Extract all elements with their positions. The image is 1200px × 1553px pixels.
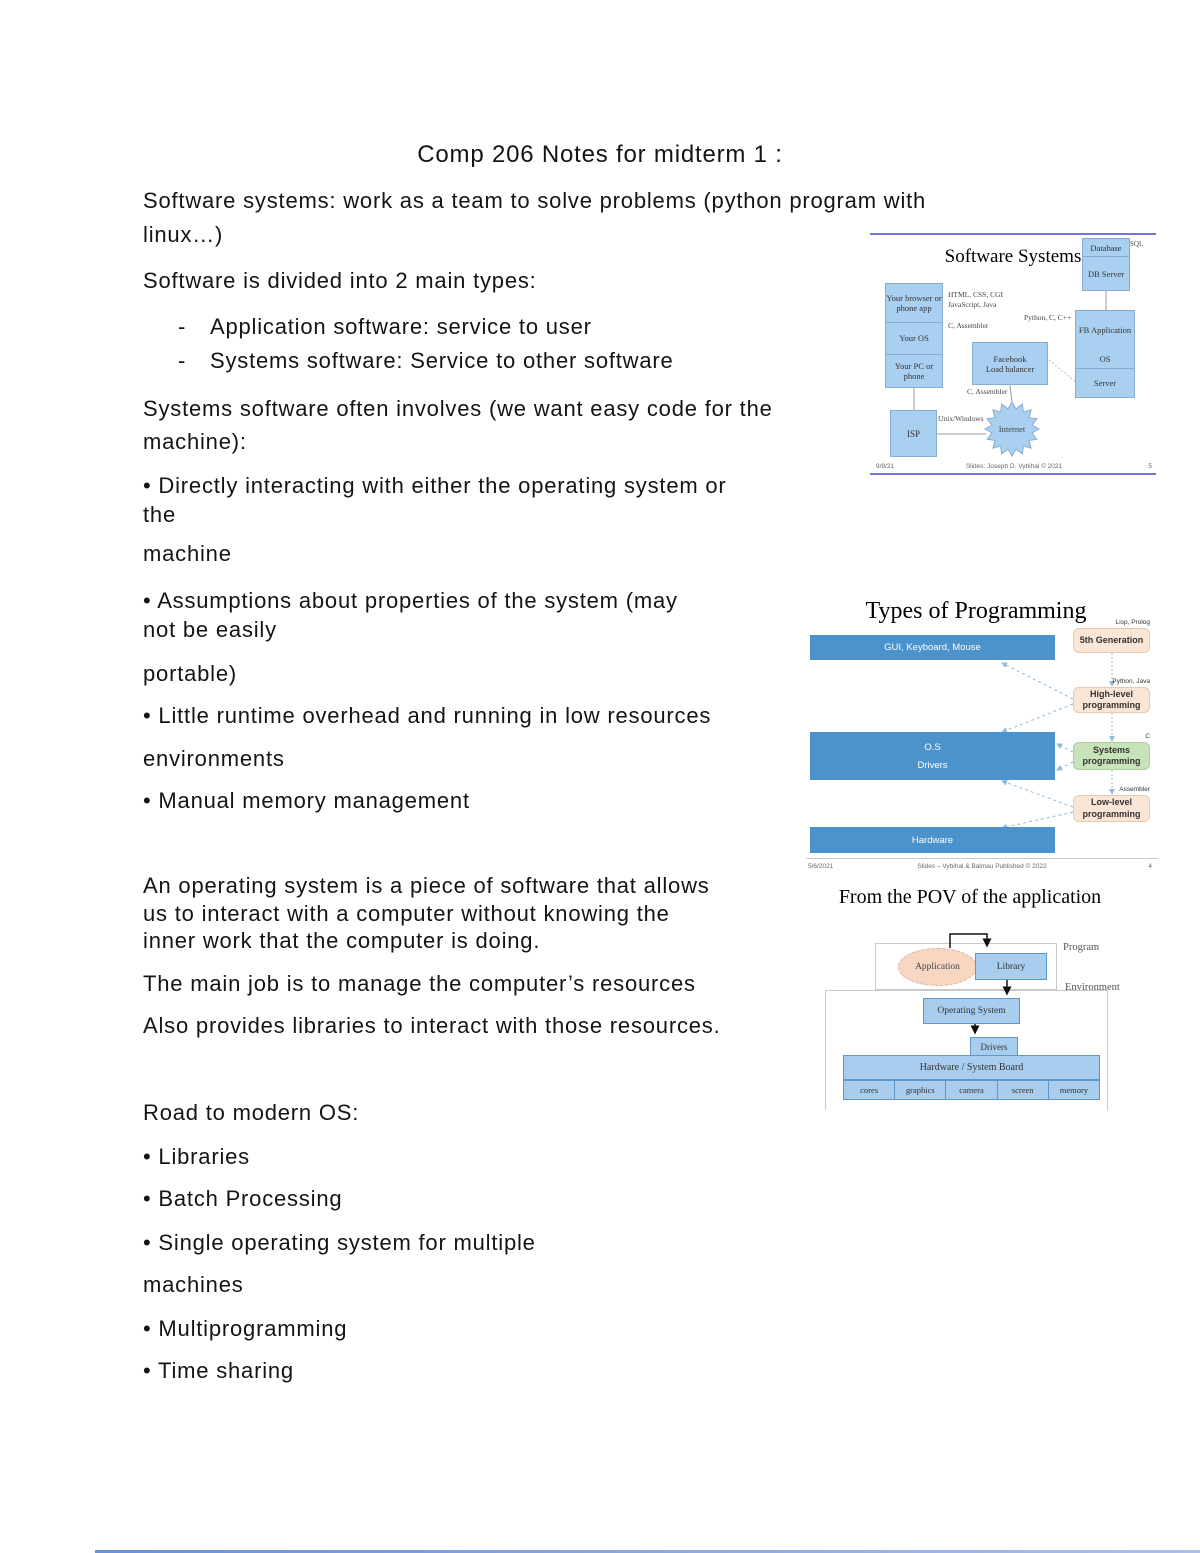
load-balancer-box: [972, 342, 1048, 385]
slide-title: Types of Programming: [865, 598, 1087, 624]
slide-footer-page: 4: [1148, 863, 1152, 870]
label-python-java: Python, Java: [1112, 678, 1150, 685]
paragraph-line: us to interact with a computer without knowing the: [143, 901, 670, 926]
dash-bullet-text: Systems software: Service to other software: [210, 348, 674, 373]
library-box: Library: [975, 953, 1047, 980]
slide-footer-credit: Slides – Vybihal & Balmau Published © 2022: [917, 863, 1047, 870]
label-html-css: HTML, CSS, CGI: [948, 290, 1004, 299]
slide-footer-date: 5/6/2021: [808, 863, 834, 870]
database-box: Database: [1083, 239, 1129, 257]
paragraph-line: Systems software often involves (we want easy code for the: [143, 396, 773, 421]
label-unix-windows: Unix/Windows: [938, 414, 984, 423]
bullet-line-wrap: the: [143, 502, 176, 527]
client-stack-browser: Your browser or phone app: [886, 284, 942, 323]
systems-programming-box: Systems programming: [1073, 742, 1150, 770]
hardware-cell-camera: camera: [946, 1080, 997, 1100]
low-level-box: Low-level programming: [1073, 795, 1150, 822]
paragraph-line: linux…): [143, 222, 224, 247]
paragraph-line: environments: [143, 746, 285, 771]
paragraph-line: inner work that the computer is doing.: [143, 928, 541, 953]
page-title: Comp 206 Notes for midterm 1 :: [417, 141, 783, 168]
os-layer-label: O.S: [924, 741, 941, 753]
paragraph-line: machine):: [143, 429, 247, 454]
gui-layer-bar: GUI, Keyboard, Mouse: [810, 635, 1055, 660]
bullet-line-wrap: not be easily: [143, 617, 277, 642]
os-layer-bar: [810, 732, 1055, 780]
bullet-line: • Assumptions about properties of the system (may: [143, 588, 678, 613]
fb-os-box: OS: [1076, 349, 1134, 369]
bullet-line: • Time sharing: [143, 1358, 294, 1383]
database-stack: [1082, 238, 1130, 291]
operating-system-box: Operating System: [923, 998, 1020, 1024]
fb-server-box: Server: [1093, 378, 1117, 388]
slide-footer-credit: Slides: Joseph D. Vybihal © 2021: [965, 463, 1063, 470]
pov-of-application-slide-image: [790, 884, 1185, 1110]
bullet-line: • Libraries: [143, 1144, 250, 1169]
isp-box: ISP: [890, 410, 937, 457]
paragraph-line: machines: [143, 1272, 244, 1297]
dash-bullet-text: Application software: service to user: [210, 314, 592, 339]
environment-label: Environment: [1065, 982, 1120, 993]
paragraph-line: The main job is to manage the computer’s resources: [143, 971, 696, 996]
slide-footer-date: 9/8/21: [876, 463, 895, 470]
hardware-cell-graphics: graphics: [895, 1080, 946, 1100]
db-server-box: DB Server: [1087, 268, 1125, 279]
drivers-box: Drivers: [970, 1037, 1018, 1056]
client-stack: [885, 283, 943, 388]
slide-title: Software Systems: [944, 246, 1082, 267]
label-c: C: [1145, 733, 1150, 740]
bullet-line: • Little runtime overhead and running in low resources: [143, 703, 712, 728]
paragraph-line: An operating system is a piece of software that allows: [143, 873, 710, 898]
bullet-line: • Directly interacting with either the operating system or: [143, 473, 727, 498]
paragraph-line: Also provides libraries to interact with those resources.: [143, 1013, 721, 1038]
hardware-cell-memory: memory: [1049, 1080, 1100, 1100]
bullet-line: • Single operating system for multiple: [143, 1230, 536, 1255]
section-heading: Road to modern OS:: [143, 1100, 360, 1125]
load-balancer-line1: Facebook: [993, 353, 1027, 364]
label-assembler: Assembler: [1119, 786, 1150, 793]
fb-application-box: FB Application: [1078, 325, 1132, 335]
generation5-box: 5th Generation: [1073, 628, 1150, 653]
application-oval: Application: [898, 948, 977, 986]
hardware-cells-row: [843, 1080, 1100, 1100]
types-of-programming-slide-image: [806, 592, 1158, 874]
label-c-assembler: C, Assembler: [948, 321, 989, 330]
drivers-layer-label: Drivers: [917, 759, 948, 771]
label-sql: SQL: [1130, 240, 1144, 248]
bullet-line: • Multiprogramming: [143, 1316, 348, 1341]
slide-footer-rule: [806, 858, 1158, 859]
dash-bullet-line: [178, 348, 674, 374]
paragraph-line: Software is divided into 2 main types:: [143, 268, 537, 293]
dash-glyph: -: [178, 314, 187, 339]
hardware-cell-cores: cores: [843, 1080, 895, 1100]
dash-glyph: -: [178, 348, 187, 373]
hardware-board-box: Hardware / System Board: [843, 1055, 1100, 1080]
load-balancer-line2: Load balancer: [985, 363, 1035, 374]
paragraph-line: Software systems: work as a team to solve problems (python program with: [143, 188, 927, 213]
slide-title: From the POV of the application: [838, 886, 1102, 908]
client-stack-pc: Your PC or phone: [894, 360, 934, 381]
paragraph-line: machine: [143, 541, 232, 566]
hardware-layer-bar: Hardware: [810, 827, 1055, 853]
label-c-assembler-2: C, Assembler: [967, 387, 1008, 396]
label-javascript: JavaScript, Java: [948, 300, 997, 309]
fb-server-stack: [1075, 310, 1135, 398]
paragraph-line: portable): [143, 661, 238, 686]
high-level-box: High-level programming: [1073, 687, 1150, 713]
label-python-c: Python, C, C++: [1024, 313, 1072, 322]
bullet-line: • Batch Processing: [143, 1186, 343, 1211]
bullet-line: • Manual memory management: [143, 788, 470, 813]
dash-bullet-line: [178, 314, 592, 340]
software-systems-slide-image: [868, 230, 1160, 477]
hardware-cell-screen: screen: [998, 1080, 1049, 1100]
slide-footer-page: 5: [1148, 463, 1152, 470]
label-lisp-prolog: Lisp, Prolog: [1115, 619, 1150, 626]
internet-label: Internet: [998, 424, 1026, 434]
program-label: Program: [1063, 942, 1100, 953]
client-stack-os: Your OS: [886, 323, 942, 354]
